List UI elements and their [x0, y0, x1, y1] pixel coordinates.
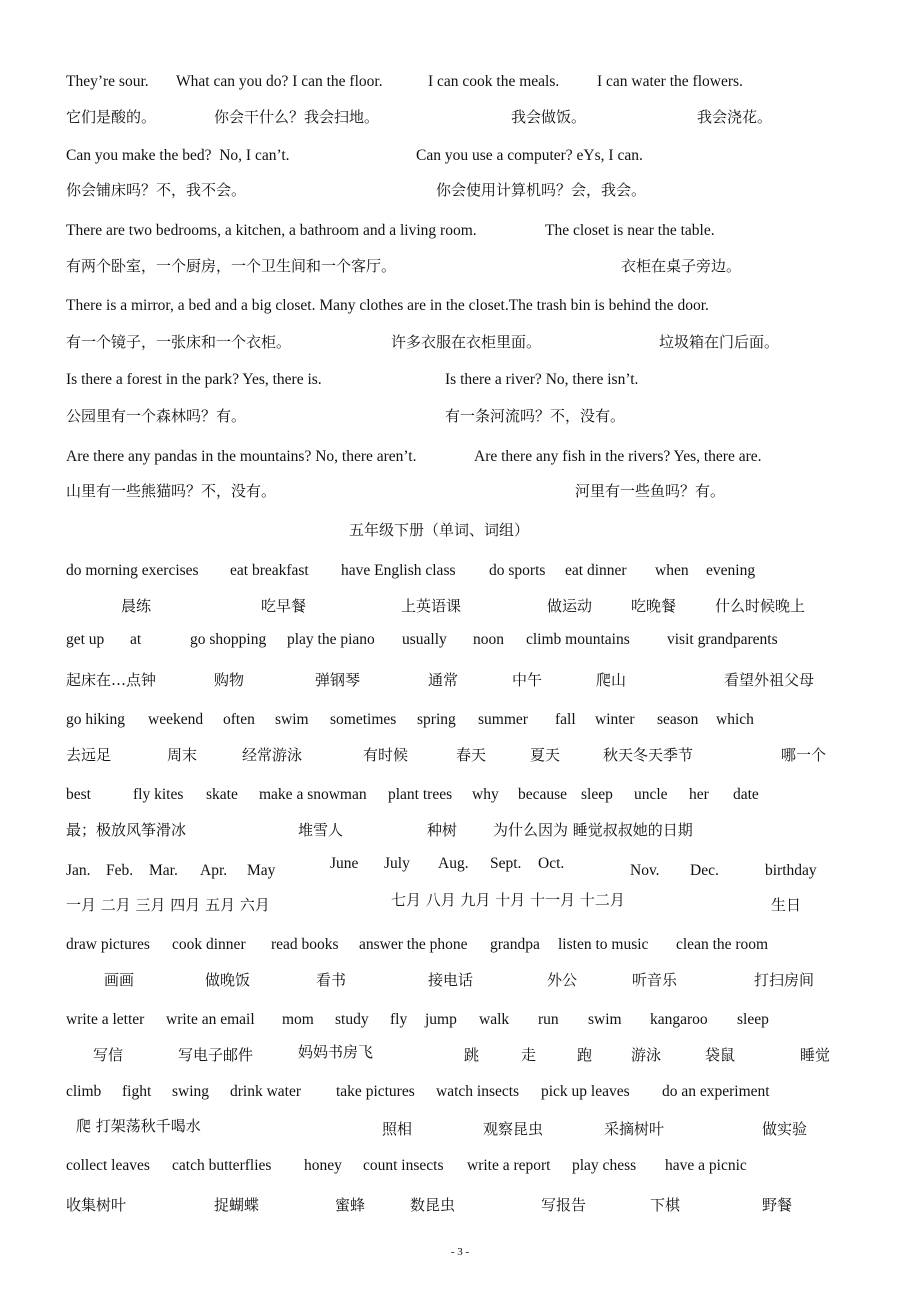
text-line: [0, 447, 920, 475]
chinese-text: 我会做饭。: [511, 108, 587, 126]
english-text: fly kites: [133, 786, 184, 803]
english-text: run: [538, 1011, 559, 1028]
chinese-text: 你会铺床吗？不，我不会。: [66, 181, 247, 199]
english-text: uncle: [634, 786, 668, 803]
english-text: kangaroo: [650, 1011, 708, 1028]
english-text: fall: [555, 711, 576, 728]
english-text: Mar.: [149, 862, 178, 879]
chinese-text: 它们是酸的。: [66, 108, 157, 126]
chinese-text: 通常: [428, 671, 459, 689]
chinese-text: 经常游泳: [242, 746, 303, 764]
chinese-text: 去远足: [66, 746, 112, 764]
text-line: [0, 481, 920, 509]
english-text: winter: [595, 711, 635, 728]
chinese-text: 爬 打架荡秋千喝水: [76, 1117, 201, 1135]
text-line: [0, 1010, 920, 1038]
chinese-text: 你会使用计算机吗？会，我会。: [436, 181, 647, 199]
english-text: Sept.: [490, 855, 522, 872]
text-line: [0, 406, 920, 434]
english-text: summer: [478, 711, 528, 728]
english-text: The closet is near the table.: [545, 222, 715, 239]
english-text: take pictures: [336, 1083, 415, 1100]
english-text: write an email: [166, 1011, 255, 1028]
text-line: [0, 296, 920, 324]
text-line: [0, 1195, 920, 1223]
chinese-text: 做实验: [762, 1120, 808, 1138]
english-text: eat dinner: [565, 562, 627, 579]
chinese-text: 画画: [104, 971, 135, 989]
chinese-text: 夏天: [530, 746, 561, 764]
chinese-text: 外公: [547, 971, 578, 989]
chinese-text: 接电话: [428, 971, 474, 989]
chinese-text: 爬山: [596, 671, 627, 689]
chinese-text: 什么时候晚上: [715, 597, 806, 615]
text-line: [0, 1119, 920, 1147]
text-line: [0, 1082, 920, 1110]
english-text: drink water: [230, 1083, 302, 1100]
english-text: walk: [479, 1011, 510, 1028]
english-text: Dec.: [690, 862, 719, 879]
english-text: swim: [588, 1011, 622, 1028]
chinese-text: 秋天冬天季节: [603, 746, 694, 764]
english-text: write a report: [467, 1157, 551, 1174]
chinese-text: 有两个卧室，一个厨房，一个卫生间和一个客厅。: [66, 257, 397, 275]
english-text: Jan.: [66, 862, 91, 879]
english-text: season: [657, 711, 699, 728]
chinese-text: 蜜蜂: [335, 1196, 366, 1214]
chinese-text: 袋鼠: [705, 1046, 736, 1064]
text-line: [0, 1045, 920, 1073]
english-text: collect leaves: [66, 1157, 150, 1174]
text-line: [0, 256, 920, 284]
chinese-text: 为什么因为 睡觉叔叔她的日期: [493, 821, 693, 839]
chinese-text: 生日: [771, 896, 802, 914]
chinese-text: 五年级下册（单词、词组）: [349, 521, 530, 539]
chinese-text: 睡觉: [800, 1046, 831, 1064]
chinese-text: 周末: [167, 746, 198, 764]
chinese-text: 吃晚餐: [631, 597, 677, 615]
chinese-text: 最；极放风筝滑冰: [66, 821, 187, 839]
chinese-text: 哪一个: [781, 746, 827, 764]
chinese-text: 购物: [214, 671, 245, 689]
english-text: sleep: [737, 1011, 769, 1028]
english-text: fly: [390, 1011, 408, 1028]
english-text: have a picnic: [665, 1157, 747, 1174]
english-text: They’re sour.: [66, 73, 149, 90]
english-text: date: [733, 786, 759, 803]
chinese-text: 弹钢琴: [315, 671, 361, 689]
chinese-text: 观察昆虫: [483, 1120, 544, 1138]
chinese-text: 一月 二月 三月 四月 五月 六月: [66, 896, 270, 914]
english-text: her: [689, 786, 709, 803]
text-line: [0, 710, 920, 738]
english-text: usually: [402, 631, 447, 648]
chinese-text: 有一条河流吗？不，没有。: [445, 407, 626, 425]
english-text: Can you make the bed? No, I can’t.: [66, 147, 290, 164]
english-text: swim: [275, 711, 309, 728]
english-text: write a letter: [66, 1011, 145, 1028]
chinese-text: 起床在…点钟: [66, 671, 157, 689]
text-line: [0, 596, 920, 624]
english-text: noon: [473, 631, 504, 648]
text-line: [0, 561, 920, 589]
english-text: Apr.: [200, 862, 228, 879]
english-text: play chess: [572, 1157, 637, 1174]
english-text: which: [716, 711, 754, 728]
english-text: often: [223, 711, 255, 728]
chinese-text: 看书: [316, 971, 347, 989]
english-text: mom: [282, 1011, 314, 1028]
chinese-text: 采摘树叶: [604, 1120, 665, 1138]
english-text: sometimes: [330, 711, 397, 728]
english-text: watch insects: [436, 1083, 520, 1100]
chinese-text: 妈妈书房飞: [298, 1043, 374, 1061]
english-text: when: [655, 562, 689, 579]
english-text: listen to music: [558, 936, 649, 953]
chinese-text: 公园里有一个森林吗？有。: [66, 407, 247, 425]
english-text: best: [66, 786, 91, 803]
english-text: eat breakfast: [230, 562, 309, 579]
text-line: [0, 670, 920, 698]
chinese-text: 山里有一些熊猫吗？不，没有。: [66, 482, 277, 500]
english-text: cook dinner: [172, 936, 246, 953]
english-text: do morning exercises: [66, 562, 199, 579]
english-text: There is a mirror, a bed and a big closet. Many clothes are in the closet.The trash bin is behind the door.: [66, 297, 709, 314]
english-text: pick up leaves: [541, 1083, 630, 1100]
english-text: climb mountains: [526, 631, 630, 648]
text-line: [0, 72, 920, 100]
text-line: [0, 1156, 920, 1184]
english-text: grandpa: [490, 936, 540, 953]
english-text: answer the phone: [359, 936, 468, 953]
english-text: Are there any fish in the rivers? Yes, there are.: [474, 448, 762, 465]
english-text: skate: [206, 786, 238, 803]
english-text: Oct.: [538, 855, 565, 872]
chinese-text: 春天: [456, 746, 487, 764]
chinese-text: 写电子邮件: [178, 1046, 254, 1064]
english-text: have English class: [341, 562, 456, 579]
english-text: Is there a river? No, there isn’t.: [445, 371, 639, 388]
chinese-text: 你会干什么？我会扫地。: [214, 108, 380, 126]
chinese-text: 收集树叶: [66, 1196, 127, 1214]
text-line: [0, 785, 920, 813]
english-text: clean the room: [676, 936, 769, 953]
english-text: play the piano: [287, 631, 375, 648]
chinese-text: 听音乐: [632, 971, 678, 989]
english-text: catch butterflies: [172, 1157, 272, 1174]
text-line: [0, 221, 920, 249]
chinese-text: 做运动: [547, 597, 593, 615]
chinese-text: 堆雪人: [298, 821, 344, 839]
english-text: birthday: [765, 862, 817, 879]
english-text: go hiking: [66, 711, 125, 728]
chinese-text: 上英语课: [401, 597, 462, 615]
english-text: plant trees: [388, 786, 453, 803]
chinese-text: 许多衣服在衣柜里面。: [391, 333, 542, 351]
text-line: [0, 180, 920, 208]
english-text: weekend: [148, 711, 204, 728]
chinese-text: 河里有一些鱼吗？有。: [575, 482, 726, 500]
chinese-text: 有时候: [363, 746, 409, 764]
english-text: draw pictures: [66, 936, 150, 953]
chinese-text: 做晚饭: [205, 971, 251, 989]
text-line: [0, 520, 920, 548]
english-text: There are two bedrooms, a kitchen, a bathroom and a living room.: [66, 222, 477, 239]
english-text: climb: [66, 1083, 102, 1100]
english-text: Nov.: [630, 862, 660, 879]
text-line: [0, 370, 920, 398]
english-text: I can cook the meals.: [428, 73, 560, 90]
english-text: Feb.: [106, 862, 134, 879]
chinese-text: 跳: [464, 1046, 480, 1064]
chinese-text: 走: [521, 1046, 537, 1064]
english-text: spring: [417, 711, 456, 728]
chinese-text: 有一个镜子，一张床和一个衣柜。: [66, 333, 292, 351]
english-text: count insects: [363, 1157, 444, 1174]
english-text: jump: [425, 1011, 457, 1028]
english-text: why: [472, 786, 499, 803]
text-line: [0, 745, 920, 773]
chinese-text: 晨练: [121, 597, 152, 615]
chinese-text: 捉蝴蝶: [214, 1196, 260, 1214]
chinese-text: 写报告: [541, 1196, 587, 1214]
chinese-text: 野餐: [762, 1196, 793, 1214]
english-text: read books: [271, 936, 339, 953]
english-text: sleep: [581, 786, 613, 803]
english-text: do sports: [489, 562, 546, 579]
text-line: [0, 107, 920, 135]
chinese-text: 中午: [512, 671, 543, 689]
chinese-text: 游泳: [631, 1046, 662, 1064]
chinese-text: 写信: [93, 1046, 124, 1064]
english-text: make a snowman: [259, 786, 367, 803]
text-line: [0, 820, 920, 848]
text-line: [0, 861, 920, 889]
chinese-text: 数昆虫: [410, 1196, 456, 1214]
chinese-text: 看望外祖父母: [724, 671, 815, 689]
english-text: go shopping: [190, 631, 267, 648]
chinese-text: 跑: [577, 1046, 593, 1064]
chinese-text: 衣柜在桌子旁边。: [621, 257, 742, 275]
english-text: Are there any pandas in the mountains? No, there aren’t.: [66, 448, 417, 465]
text-line: [0, 146, 920, 174]
text-line: [0, 630, 920, 658]
chinese-text: 打扫房间: [754, 971, 815, 989]
chinese-text: 种树: [427, 821, 458, 839]
english-text: Is there a forest in the park? Yes, there is.: [66, 371, 322, 388]
english-text: study: [335, 1011, 369, 1028]
text-line: [0, 970, 920, 998]
english-text: I can water the flowers.: [597, 73, 743, 90]
english-text: June: [330, 855, 359, 872]
page-number: - 3 -: [450, 1246, 470, 1258]
chinese-text: 我会浇花。: [697, 108, 773, 126]
english-text: at: [130, 631, 142, 648]
chinese-text: 七月 八月 九月 十月 十一月 十二月: [391, 891, 625, 909]
english-text: get up: [66, 631, 105, 648]
english-text: swing: [172, 1083, 210, 1100]
text-line: [0, 935, 920, 963]
text-line: [0, 332, 920, 360]
english-text: fight: [122, 1083, 152, 1100]
chinese-text: 照相: [382, 1120, 413, 1138]
english-text: What can you do? I can the floor.: [176, 73, 383, 90]
english-text: do an experiment: [662, 1083, 770, 1100]
english-text: July: [384, 855, 410, 872]
english-text: May: [247, 862, 276, 879]
chinese-text: 下棋: [650, 1196, 681, 1214]
english-text: honey: [304, 1157, 342, 1174]
english-text: Can you use a computer? eYs, I can.: [416, 147, 643, 164]
text-line: [0, 895, 920, 923]
english-text: Aug.: [438, 855, 469, 872]
english-text: evening: [706, 562, 756, 579]
chinese-text: 垃圾箱在门后面。: [659, 333, 780, 351]
english-text: visit grandparents: [667, 631, 778, 648]
english-text: because: [518, 786, 568, 803]
chinese-text: 吃早餐: [261, 597, 307, 615]
